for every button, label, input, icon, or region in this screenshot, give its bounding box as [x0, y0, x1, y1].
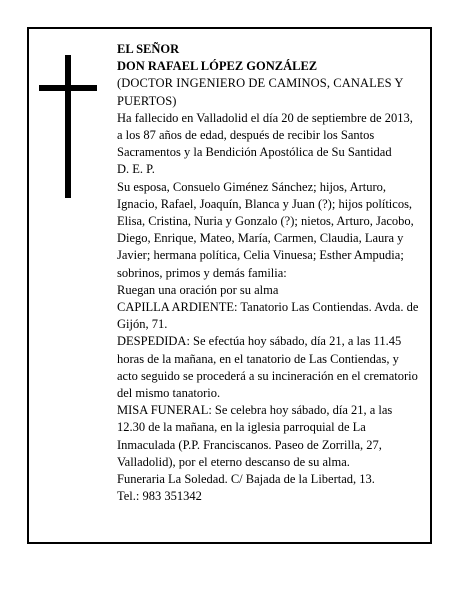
obituary-notice [27, 27, 432, 544]
cross-horizontal-bar [39, 85, 97, 91]
funeral-home: Funeraria La Soledad. C/ Bajada de la Libertad, 13. [117, 472, 375, 487]
rip-text: D. E. P. [117, 162, 155, 177]
death-info: Ha fallecido en Valladolid el día 20 de septiembre de 2013, a los 87 años de edad, después de recibir los Santos Sacramentos y la Bendición Apostólica de Su Santidad [117, 110, 413, 160]
notice-text [117, 41, 421, 505]
prayer-request: Ruegan una oración por su alma [117, 282, 279, 297]
deceased-profession: (DOCTOR INGENIERO DE CAMINOS, CANALES Y PUERTOS) [117, 76, 404, 108]
deceased-name: DON RAFAEL LÓPEZ GONZÁLEZ [117, 59, 318, 74]
chapel-info: CAPILLA ARDIENTE: Tanatorio Las Contiendas. Avda. de Gijón, 71. [117, 300, 419, 332]
cross-vertical-bar [65, 55, 71, 198]
farewell-info: DESPEDIDA: Se efectúa hoy sábado, día 21, a las 11.45 horas de la mañana, en el tanatorio de Las Contiendas, y acto seguido se procederá a su incineración en el crematorio del mismo tanatorio. [117, 334, 418, 401]
phone-number: Tel.: 983 351342 [117, 489, 202, 504]
family-list: Su esposa, Consuelo Giménez Sánchez; hijos, Arturo, Ignacio, Rafael, Joaquín, Blanca y Juan (?); hijos políticos, Elisa, Cristina, Nuria y Gonzalo (?); nietos, Arturo, Jacobo, Diego, Enrique, Mateo, María, Carmen, Claudia, Laura y Javier; hermana política, Celia Vinuesa; Esther Ampudia; sobrinos, primos y demás familia: [117, 179, 414, 280]
notice-title: EL SEÑOR [117, 42, 180, 56]
cross-icon [39, 55, 97, 198]
funeral-mass-info: MISA FUNERAL: Se celebra hoy sábado, día 21, a las 12.30 de la mañana, en la iglesia parroquial de La Inmaculada (P.P. Franciscanos. Paseo de Zorrilla, 27, Valladolid), por el eterno descanso de su alma. [117, 403, 393, 469]
